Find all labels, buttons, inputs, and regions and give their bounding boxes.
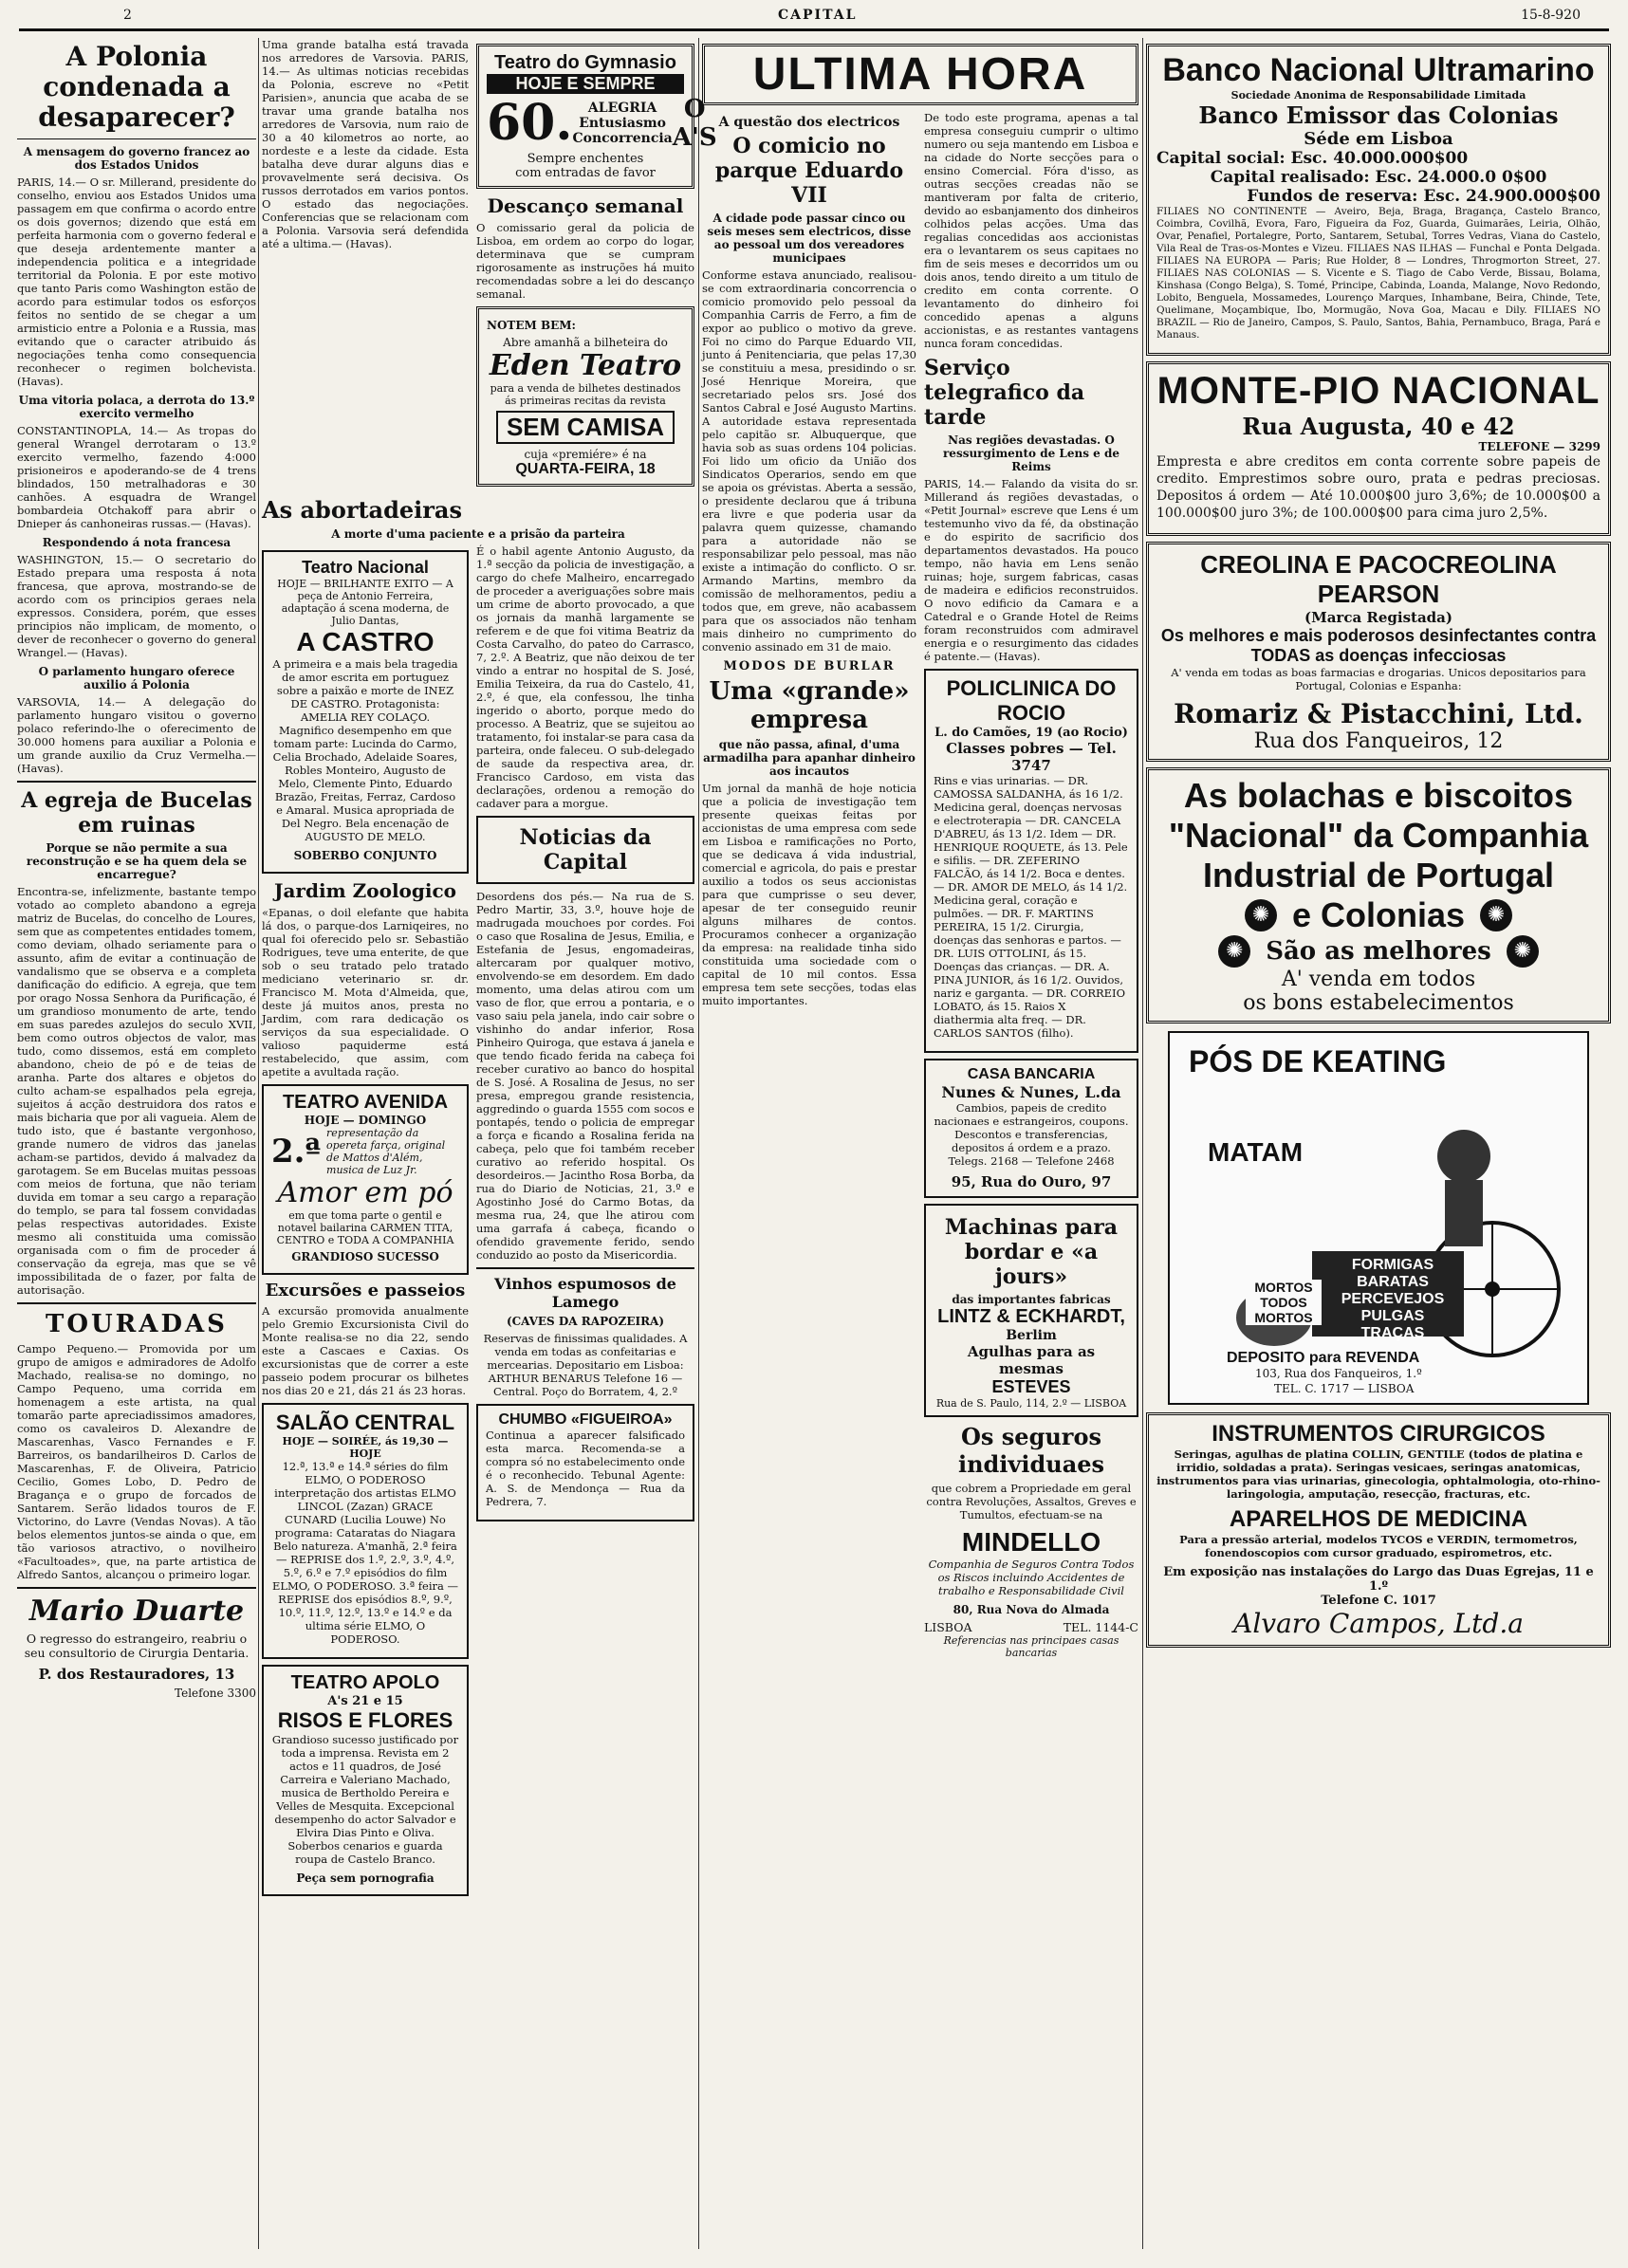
paper-name: CAPITAL <box>778 8 858 23</box>
ad-play: RISOS E FLORES <box>277 1708 453 1732</box>
ad-text: Rins e vias urinarias. — DR. CAMOSSA SALDANHA, ás 16 1/2. Medicina geral, doenças nervosas e electroterapia — DR. CANCELA D'ABREU, ás 13 1/2. Idem — DR. HENRIQUE ROQUETE, ás 13. Pele e sifilis. — DR. ZEFERINO FALCÃO, ás 14 1/2. Boca e dentes. — DR. AMOR DE MELO, ás 14 1/2. Medicina geral, coração e pulmões. — DR. F. MARTINS PEREIRA, 15 1/2. Cirurgia, doenças das senhoras e partos. — DR. LUIS OTTOLINI, ás 15. Doenças das crianças. — DR. A. PINA JUNIOR, ás 16 1/2. Ouvidos, nariz e garganta. — DR. CORREIO LOBATO, ás 15. Raios X diathermia alta freq. — DR. CARLOS SANTOS (filho). <box>934 774 1128 1040</box>
ad-teatro-avenida <box>262 1084 469 1275</box>
ad-line: Berlim <box>1006 1328 1057 1343</box>
ad-play: A CASTRO <box>296 627 435 656</box>
ad-vinhos-title: Vinhos espumosos de Lamego <box>494 1275 676 1311</box>
ad-foot: Sempre enchentes <box>527 152 644 166</box>
ad-salao-central <box>262 1403 469 1659</box>
ad-line: representação da opereta farça, original de Mattos d'Além, musica de Luz Jr. <box>326 1127 446 1176</box>
column-rule <box>1142 38 1143 2249</box>
subhead: A cidade pode passar cinco ou seis meses sem electricos, disse ao pessoal um dos vereadores municipaes <box>707 212 912 265</box>
ad-line: MORTOS TODOS MORTOS <box>1246 1280 1322 1325</box>
ad-address: Rua dos Fanqueiros, 12 <box>1253 729 1504 753</box>
article-text: É o habil agente Antonio Augusto, da 1.ª secção da policia de investigação, a cargo do chefe Malheiro, encarregado de proceder a averiguações sobre mais um crime de aborto provocado, a que os jornais da manhã largamente se referem e de que foi vitima Beatriz da Costa Carvalho, do pateo do Carrasco, 7, 2.º. A Beatriz, que não deixou de ter vindo a entrar no hospital de S. José, Emilia Teixeira, da rua do Castelo, 41, 2.º, é que, ela confessou, lhe tinha ingerido o aborto, porque medo do processo. A Beatriz, que se sujeitou ao tratamento, foi instalar-se para casa da parteira, onde faleceu. O sub-delegado de saude da respectiva area, dr. Francisco Cardoso, em vista das declarações, ordenou a remoção do cadaver para a morgue. <box>476 544 694 810</box>
ad-casa-bancaria <box>924 1059 1138 1198</box>
column-4 <box>1146 38 1611 2249</box>
ad-policlinica <box>924 669 1138 1053</box>
ad-telephone: TEL. C. 1717 — LISBOA <box>1274 1382 1415 1395</box>
ad-eden-teatro <box>476 306 694 487</box>
ad-letter: A'S <box>672 122 717 152</box>
ad-chumbo <box>476 1404 694 1521</box>
column-2 <box>262 38 717 2249</box>
ad-letter: O <box>683 94 706 123</box>
ad-address: Rua de S. Paulo, 114, 2.º — LISBOA <box>935 1397 1127 1410</box>
ad-monte-pio <box>1146 361 1611 536</box>
article-text: «Epanas, o doil elefante que habita lá dos, o parque-dos Larniqeires, no qual foi oferecido pelo sr. Sebastião Rodrigues, teve uma enterite, de que sob o seu tratado pelo tratado mediciano veterinario sr. dr. Francisco M. Mota d'Almeida, que, deste já muitos anos, presta no Jardim, com rara dedicação os serviços da sua especialidade. O valioso paquiderme está restabelecido, que assim, com apetite a avultada ração. <box>262 906 469 1079</box>
ad-title: PÓS DE KEATING <box>1189 1044 1447 1079</box>
ad-address: 80, Rua Nova do Almada <box>953 1603 1110 1616</box>
ad-foot: Peça sem pornografia <box>296 1872 435 1885</box>
ad-line: Em exposição nas instalações do Largo das Duas Egrejas, 11 e 1.º <box>1163 1565 1594 1594</box>
ad-line: HOJE — BRILHANTE EXITO — A peça de Antonio Ferreira, adaptação á scena moderna, de Julio Dantas, <box>277 578 453 627</box>
ad-telephone: TELEFONE — 3299 <box>1478 440 1600 453</box>
article-title-excursoes: Excursões e passeios <box>265 1281 466 1300</box>
ad-teatro-nacional <box>262 550 469 874</box>
ad-instrumentos <box>1146 1412 1611 1648</box>
ad-line: A's 21 e 15 <box>327 1694 403 1708</box>
subhead: que não passa, afinal, d'uma armadilha para apanhar dinheiro aos incautos <box>703 738 916 778</box>
ad-seat: Séde em Lisboa <box>1304 129 1453 149</box>
subhead: Porque se não permite a sua reconstrução e se ha quem dela se encarregue? <box>26 841 248 881</box>
ad-mario-duarte-title: Mario Duarte <box>28 1595 245 1628</box>
article-title-polonia: A Polonia condenada a desaparecer? <box>38 41 235 133</box>
ad-text: A' venda em todas as boas farmacias e drogarias. Unicos depositarios para Portugal, Colonias e Espanha: <box>1171 666 1586 692</box>
page-header <box>19 8 1609 31</box>
ad-line: e Colonias <box>1291 895 1466 934</box>
article-title-empresa: Uma «grande» empresa <box>709 677 910 734</box>
section-noticias <box>476 816 694 884</box>
ad-line: cuja «premiére» é na <box>524 448 647 461</box>
ad-note: NOTEM BEM: <box>487 319 576 332</box>
article-text: A excursão promovida anualmente pelo Gremio Excursionista Civil do Monte realisa-se no dia 22, sendo este a Cascaes e Caxias. Os excursionistas que de correr a este passeio podem procurar os bilhetes nos dias 20 e 21, dás 21 ás 23 horas. <box>262 1304 469 1397</box>
ad-sub: (Marca Registada) <box>1304 609 1452 626</box>
ad-title: Teatro Nacional <box>302 558 429 577</box>
ad-title: SALÃO CENTRAL <box>275 1411 455 1434</box>
ad-seguros-title: Os seguros individuaes <box>957 1423 1105 1478</box>
ad-brand: LINTZ & ECKHARDT, <box>937 1306 1125 1327</box>
ad-line: As bolachas e biscoitos <box>1183 776 1574 815</box>
ad-line: Agulhas para as mesmas <box>967 1343 1096 1377</box>
ad-title: MONTE-PIO NACIONAL <box>1156 370 1600 412</box>
ad-name: MINDELLO <box>961 1527 1101 1557</box>
ad-title: CHUMBO «FIGUEIROA» <box>498 1411 673 1428</box>
ad-text: FILIAES NO CONTINENTE — Aveiro, Beja, Braga, Bragança, Castelo Branco, Coimbra, Covilhã, Evora, Faro, Figueira da Foz, Guarda, Guimarães, Leiria, Olhão, Ovar, Penafiel, Portalegre, Porto, Santarem, Setubal, Torres Vedras, Viana do Castelo, Vila Real de Tras-os-Montes e Vizeu. FILIAES NAS ILHAS — Funchal e Ponta Delgada. FILIAES NA EUROPA — Paris; Rue Holder, 8 — Londres, Throgmorton Street, 27. FILIAES NAS COLONIAS — S. Vicente e S. Tiago de Cabo Verde, Bissau, Bolama, Kinshasa (Congo Belga), S. Tomé, Principe, Cabinda, Loanda, Malange, Novo Redondo, Lobito, Benguela, Mossamedes, Lourenço Marques, Inhambane, Beira, Chinde, Tete, Quelimane, Moçambique, Ibo, Mormugão, Nova Goa, Macau e Dily. FILIAES NO BRAZIL — Rio de Janeiro, Campos, S. Paulo, Santos, Bahia, Pernambuco, Braga, Pará e Manaus. <box>1156 206 1600 341</box>
ad-address: Rua Augusta, 40 e 42 <box>1242 413 1515 440</box>
column-3 <box>702 38 1138 2249</box>
ad-date: QUARTA-FEIRA, 18 <box>515 461 656 477</box>
ad-text: Seringas, agulhas de platina COLLIN, GENTILE (todos de platina e irridio, soldadas a prata). Seringas vesicaes, seringas anatomicas, instrumentos para vias urinarias, ginecologia, ophtalmologia, oto-rhino-laringologia, amputação, resecção, fracturas, etc. <box>1156 1447 1600 1501</box>
ad-line: Concorrencia <box>572 130 673 146</box>
article-text: WASHINGTON, 15.— O secretario do Estado prepara uma resposta á nota francesa, que aprova, mostrando-se de acordo com os principios geraes nela expressos. Considera, porém, que esses principios não implicam, de momento, o dever de reconhecer o governo do general Wrangel.— (Havas). <box>17 553 256 659</box>
ad-foot: com entradas de favor <box>515 166 656 180</box>
ad-address: 103, Rua dos Fanqueiros, 1.º <box>1255 1367 1422 1380</box>
ad-title: Machinas para bordar e «a jours» <box>944 1215 1119 1289</box>
swirl-icon: ✺ <box>1507 935 1539 968</box>
ad-address: P. dos Restauradores, 13 <box>38 1666 235 1683</box>
ad-foot: GRANDIOSO SUCESSO <box>291 1250 439 1263</box>
ad-line: A' venda em todos <box>1281 968 1476 991</box>
ad-text: A primeira e a mais bela tragedia de amor escrita em portuguez sobre a paixão e morte de INEZ DE CASTRO. Protagonista: AMELIA REY COLAÇO. Magnifico desempenho em que tomam parte: Lucinda do Carmo, Celia Brochado, Adelaide Soares, Robles Monteiro, Augusto de Melo, Clemente Pinto, Eduardo Brazão, Freitas, Ferraz, Cardoso e Amaral. Musica apropriada de Del Negro. Bela encenação de AUGUSTO DE MELO. <box>272 657 458 843</box>
ad-line: Industrial de Portugal <box>1202 856 1555 894</box>
ad-title: INSTRUMENTOS CIRURGICOS <box>1212 1421 1545 1447</box>
article-text: Encontra-se, infelizmente, bastante tempo votado ao completo abandono a egreja matriz de Bucelas, do concelho de Loures, sem que as competentes entidades tomem, como deviam, olhado seriamente para o assunto, afim de evitar a continuação de vandalismo que se observa e a completa danificação do edificio. A egreja, que tem por orago Nossa Senhora da Purificação, é um grandioso monumento de arte, tendo em suas paredes azulejos do seculo XVII, bem como outros objectos de valor, mas tudo, como dissemos, está em completo abandono, cheio de pó e de teias de aranha. Parte dos altares e objetos do culto acham-se espalhados pela egreja, sujeitos á acção destruidora dos ratos e mais bicharia que por ali vagueia. Alem de tudo isto, que é bastante vergonhoso, grande numero de vidros das janelas acham-se partidos, devido á malvadez da garotagem. Se em Bucelas muitas pessoas com meios de fortuna, que não teriam duvida em tomar a seu cargo a reparação do templo, se para tal fossem convidadas pelas respectivas autoridades. Existe mesmo ali constituida uma comissão organisada com o fim de proceder á conservação da egreja, mas que se vê impossibilitada de o fazer, por falta de autorisação. <box>17 885 256 1297</box>
ad-play: Amor em pó <box>277 1176 453 1209</box>
ad-line: São as melhores <box>1266 937 1491 966</box>
ad-capital: Fundos de reserva: Esc. 24.900.000$00 <box>1247 187 1600 206</box>
ad-text: Reservas de finissimas qualidades. A venda em todas as confeitarias e mercearias. Depositario em Lisboa: ARTHUR BENARUS Telefone 16 — Central. Poço do Borratem, 4, 2.º <box>483 1332 688 1398</box>
subhead: Respondendo á nota francesa <box>42 536 231 549</box>
ad-title: TEATRO APOLO <box>290 1672 440 1693</box>
ad-title: TEATRO AVENIDA <box>282 1092 449 1113</box>
ad-text: Cambios, papeis de credito nacionaes e estrangeiros, coupons. Descontos e transferencias, depositos á ordem e a prazo. Telegs. 2168 — Telefone 2468 <box>934 1101 1129 1168</box>
article-text: PARIS, 14.— Falando da visita do sr. Millerand ás regiões devastadas, o «Petit Journal» escreve que Lens é um testemunho vivo da fé, da obstinação e do espirito de sacrificio dos departamentos devastados. Ha pouco tempo, não havia em Lens senão ruinas; hoje, surgem fabricas, casas de madeira e edificios reconstruidos. O novo edificio da Camara e a Catedral e o Grande Hotel de Reims foram reconstruidos com admiravel energia e o resurgimento das cidades é patente.— (Havas). <box>924 477 1138 663</box>
ad-line: FORMIGAS BARATAS PERCEVEJOS PULGAS TRAÇAS <box>1341 1257 1445 1341</box>
ad-address: 95, Rua do Ouro, 97 <box>951 1173 1112 1190</box>
ad-number: 2.ª <box>271 1133 322 1171</box>
article-text: Campo Pequeno.— Promovida por um grupo de amigos e admiradores de Adolfo Machado, realisa-se no domingo, no Campo Pequeno, uma corrida em homenagem a este artista, na qual tomarão parte apreciadissimos amadores, como os cavaleiros D. Alexandre de Mascarenhas, Vasco Fernandes e F. Barreiros, os bandarilheiros D. Carlos de Mascarenhas, F. de Oliveira, Patricio Cecilio, Gomes Lobo, D. Pedro de Bragança e o grupo de forcados de Santarem. Serão lidados touros de F. Victorino, do Lavre (Vendas Novas). A tão belos elementos juntos-se ainda o que, em tão variosos atractivo, o novilheiro «Facultoades», que, na parte artistica de Alfredo Santos, alcançou o primeiro logar. <box>17 1342 256 1581</box>
article-title-servico: Serviço telegrafico da tarde <box>924 356 1085 430</box>
article-text: Desordens dos pés.— Na rua de S. Pedro Martir, 33, 3.º, houve hoje de madrugada mouchoes por cordes. Foi o caso que Rosalina de Jesus, Emilia, e Estefania de Jesus, engomadeiras, altercaram por qualquer motivo, envolvendo-se em desordem. Em dado momento, uma delas atirou com um vaso de flor, que errou a pontaria, e o vaso saiu pela janela, indo cair sobre o vishinho do andar inferior, Rosa Pinheiro Quiroga, que estava á janela e que tendo ficado ferida na cabeça foi receber curativo ao banco do hospital de S. José. A Rosalina de Jesus, no ser presa, empregou grande resistencia, aggredindo o guarda 1555 com socos e pontapés, tendo o policia de empregar a força e ficando a Rosalina ferida na cabeça, pelo que foi também receber curativo ao referido hospital. Os desordeiros.— Jacintho Rosa Borba, da rua do Diario de Noticias, 21, 3.º e Agostinho José do Carmo Botas, da mesma rua, 24, que lhe atirou com uma garrafa á cabeça, ficando o ofendido gravemente ferido, sendo conduzido ao posto da Misericordia. <box>476 890 694 1262</box>
ad-title: POLICLINICA DO ROCIO <box>946 676 1117 725</box>
article-title-abortadeiras: As abortadeiras <box>262 496 462 524</box>
ad-creolina <box>1146 542 1611 762</box>
ad-name: Nunes & Nunes, L.da <box>941 1083 1121 1101</box>
ad-gymnasio <box>476 44 717 189</box>
article-text: VARSOVIA, 14.— A delegação do parlamento hungaro visitou o governo polaco referindo-lhe o oferecimento de 30.000 homens para auxiliar a Polonia e um grande auxilio da Cruz Vermelha.— (Havas). <box>17 695 256 775</box>
article-title-jardim: Jardim Zoologico <box>274 879 456 902</box>
page-date: 15-8-920 <box>1521 8 1581 23</box>
ad-firm: Alvaro Campos, Ltd.a <box>1233 1608 1524 1639</box>
section-title: Noticias da Capital <box>519 825 652 875</box>
ad-line: L. do Camões, 19 (ao Rocio) <box>934 726 1128 740</box>
ad-capital: Capital social: Esc. 40.000.000$00 <box>1156 149 1469 168</box>
ad-line: para a venda de bilhetes destinados ás primeiras recitas da revista <box>490 382 681 407</box>
article-title-touradas: TOURADAS <box>46 1310 228 1338</box>
ad-text: O regresso do estrangeiro, reabriu o seu consultorio de Cirurgia Dentaria. <box>24 1632 250 1660</box>
ad-sub: (CAVES DA RAPOZEIRA) <box>506 1315 665 1328</box>
ad-dealer: ESTEVES <box>991 1377 1071 1396</box>
subhead: A questão dos electricos <box>718 115 900 130</box>
ad-capital: Capital realisado: Esc. 24.000.0 0$00 <box>1210 168 1547 187</box>
ad-telephone: TEL. 1144-C <box>1063 1620 1138 1634</box>
ad-keating <box>1168 1031 1589 1405</box>
subhead: A mensagem do governo francez ao dos Estados Unidos <box>23 145 250 172</box>
article-text-batalha: Uma grande batalha está travada nos arredores de Varsovia. PARIS, 14.— As ultimas noticias recebidas da Polonia, escreve no «Petit Parisien», anuncia que acaba de se travar uma grande batalha nos arredores de Varsovia, num raio de 30 a 40 kilometros ao norte, ao nordeste e a leste da cidade. Esta batalha deve durar alguns dias e provavelmente será decisiva. Os russos derrotados em varios pontos. O estado das negociações. Conferencias que se relacionam com a Polonia. Varsovia será defendida até a ultima.— (Havas). <box>262 38 469 250</box>
article-text: Conforme estava anunciado, realisou-se com extraordinaria concorrencia o comicio promovido pelo pessoal da Companhia Carris de Ferro, a fim de expor ao publico o motivo da greve. Foi no cimo do Parque Eduardo VII, junto á Penitenciaria, que pelas 17,30 se constituiu a mesa, presidindo o sr. José Henrique Moreira, que secretariado pelos srs. José dos Santos Cabral e José Augusto Martins. A autoridade estava representada pelo capitão sr. Albuquerque, que havia sob as suas ordens 104 policias. Foi lido um oficio da União dos Sindicatos Operarios, sendo em que se apoia os grévistas. Aberta a sessão, o presidente declarou que á tribuna era livre e que poderia usar da palavra quem quizesse, chamando para a autoridade não se responsabilizar pelo pessoal, mas não existe a intimação do conflicto. O sr. Armando Martins, membro da comissão de melhoramentos, pediu a todos que, em greve, não acabassem para que os associados não tenham mais dinheiro no cumprimento do convenio assinado em 31 de maio. <box>702 268 916 654</box>
keating-illustration <box>1170 1033 1587 1403</box>
ad-firm: Romariz & Pistacchini, Ltd. <box>1174 698 1583 729</box>
ad-title: CREOLINA E PACOCREOLINA PEARSON <box>1200 550 1557 608</box>
article-text: O comissario geral da policia de Lisboa, em ordem ao corpo do logar, determinava que se cumpram rigorosamente as instruções há muito recomendadas sobre a lei do descanço semanal. <box>476 221 694 301</box>
ad-line: HOJE — DOMINGO <box>304 1114 427 1127</box>
ad-sub: HOJE E SEMPRE <box>487 74 684 94</box>
ad-line: das importantes fabricas <box>952 1293 1111 1306</box>
masthead-ultima-hora <box>702 44 1138 105</box>
ad-text: Empresta e abre creditos em conta corrente sobre papeis de credito. Emprestimos sobre ouro, prata e pedras preciosas. Depositos á ordem — Até 10.000$00 juro 3,6%; de 10.000$00 a 100.000$00 juro 3%; de 100.000$00 para cima juro 2,5%. <box>1156 454 1600 521</box>
subhead: Uma vitoria polaca, a derrota do 13.º exercito vermelho <box>18 394 255 420</box>
ad-text: que cobrem a Propriedade em geral contra Revoluções, Assaltos, Greves e Tumultos, efectuam-se na <box>926 1482 1137 1521</box>
ad-line: MATAM <box>1208 1137 1304 1167</box>
article-text: PARIS, 14.— O sr. Millerand, presidente do conselho, enviou aos Estados Unidos uma passagem em que confirma o acordo entre os dois governos; dizendo que está em perfeita harmonia com o governo federal e que deseja ardentemente manter a independencia politica e a integridade territorial da Polonia. E por este motivo que tanto Paris como Washington estão de acordo para estimular todos os esforços feitos no sentido de se chegar a um armisticio entre a Polonia e a Russia, mas evitando que o caracter atribuido ás negociações tenha como consequencia reconhecer o regimen bolchevista. (Havas). <box>17 175 256 388</box>
ad-line: Abre amanhã a bilheteira do <box>503 336 668 349</box>
column-rule <box>258 38 259 2249</box>
ad-city: LISBOA <box>924 1620 972 1634</box>
ad-line: "Nacional" da Companhia <box>1168 816 1589 855</box>
ad-line: os bons estabelecimentos <box>1243 991 1514 1015</box>
ad-text: Para a pressão arterial, modelos TYCOS e VERDIN, termometros, fonendoscopios com cursor graduado, espirometros, etc. <box>1179 1533 1578 1559</box>
ad-show: SEM CAMISA <box>496 411 675 444</box>
ad-foot: Referencias nas principaes casas bancarias <box>943 1634 1119 1659</box>
subhead: A morte d'uma paciente e a prisão da parteira <box>331 527 625 541</box>
ad-title2: Banco Emissor das Colonias <box>1198 101 1559 129</box>
masthead-title: ULTIMA HORA <box>752 49 1088 100</box>
article-text: Um jornal da manhã de hoje noticia que a policia de investigação tem presente queixas feitas por accionistas de uma empresa com sede em Lisboa e ramificações no Porto, que se dedicava á vida industrial, comercial e agricola, do pais e prestar auxilio a todos os seus accionistas para que cumprisse o seu dever, apesar de ter conseguido reunir alguns milhares de contos. Procuramos conhecer a organização da empresa: na realidade tinha sido constituida uma sociedade com o capital de 10 mil contos. Essa empresa tem sete secções, todas elas muito importantes. <box>702 782 916 1007</box>
article-title-bucelas: A egreja de Bucelas em ruinas <box>21 788 252 838</box>
swirl-icon: ✺ <box>1245 899 1277 931</box>
subhead: O parlamento hungaro oferece auxilio á Polonia <box>38 665 235 691</box>
ad-text: 12.ª, 13.ª e 14.ª séries do film ELMO, O PODEROSO interpretação dos artistas ELMO LINCOL (Zazan) GRACE CUNARD (Lucilia Louwe) No programa: Cataratas do Niagara Belo natureza. A'manhã, 2.ª feira — REPRISE dos 1.º, 2.º, 3.º, 4.º, 5.º, 6.º e 7.º episódios do film ELMO, O PODEROSO. 3.ª feira — REPRISE dos episódios 8.º, 9.º, 10.º, 11.º, 12.º, 13.º e 14.º e da ultima série ELMO, O PODEROSO. <box>271 1460 459 1646</box>
page-number: 2 <box>123 8 132 23</box>
ad-title2: APARELHOS DE MEDICINA <box>1229 1506 1528 1532</box>
ad-bolachas <box>1146 767 1611 1023</box>
ad-line: ALEGRIA <box>587 100 657 116</box>
ad-teatro-apolo <box>262 1665 469 1896</box>
ad-line: DEPOSITO para REVENDA <box>1227 1350 1420 1366</box>
column-1 <box>17 38 256 2249</box>
ad-machinas <box>924 1204 1138 1417</box>
ad-number: 60. <box>487 94 573 152</box>
ad-text: Grandioso sucesso justificado por toda a imprensa. Revista em 2 actos e 11 quadros, de José Carreira e Valeriano Machado, musica de Bertholdo Pereira e Velles de Mesquita. Excepcional desempenho do actor Salvador e Elvira Dias Pinto e Oliva. Soberbos cenarios e guarda roupa de Castelo Branco. <box>271 1733 459 1866</box>
ad-telephone: Telefone 3300 <box>175 1687 256 1700</box>
column-rule <box>698 38 699 2249</box>
ad-text: Continua a aparecer falsificado esta marca. Recomenda-se a compra só no estabelecimento onde é o reconhecido. Tebunal Agente: A. S. de Mendonça — Rua da Pedrera, 7. <box>486 1429 685 1508</box>
article-text: CONSTANTINOPLA, 14.— As tropas do general Wrangel derrotaram o 13.º exercito vermelho, fazendo 4:000 prisioneiros e apoderando-se de 4 trens blindados, 150 metralhadoras e 30 canhões. A esquadra de Wrangel bombardeia Otchakoff para abrir o Dnieper ás canhoneiras russas.— (Havas). <box>17 424 256 530</box>
article-text: De todo este programa, apenas a tal empresa conseguiu cumprir o ultimo numero ou seja mantendo em Lisboa e na cidade do Norte secções para o ensino Comercial. Fóra d'isso, as outras secções creadas não se mantiveram por falta de criterio, devido ao esbanjamento dos dinheiros colhidos pelas acções. Uma das regalias concedidas aos accionistas era o levantarem os seus capitaes no fim de seis meses e decorridos um ou dois anos, tendo direito a um titulo de credito em conta corrente. O levantamento do dinheiro foi concedido apenas a alguns accionistas, e as restantes vantagens nunca foram concedidas. <box>924 111 1138 350</box>
ad-telephone: Telefone C. 1017 <box>1321 1594 1436 1608</box>
ad-title: Banco Nacional Ultramarino <box>1162 52 1595 88</box>
ad-head: Os melhores e mais poderosos desinfectantes contra TODAS as doenças infecciosas <box>1160 626 1597 665</box>
ad-foot: SOBERBO CONJUNTO <box>293 849 437 862</box>
article-title-comicio: O comicio no parque Eduardo VII <box>714 134 904 208</box>
ad-banco-ultramarino <box>1146 44 1611 356</box>
ad-text: Companhia de Seguros Contra Todos os Riscos incluindo Accidentes de trabalho e Responsabilidade Civil <box>928 1558 1135 1597</box>
swirl-icon: ✺ <box>1480 899 1512 931</box>
section-modos: MODOS DE BURLAR <box>723 659 896 673</box>
article-title-descanco: Descanço semanal <box>487 194 684 217</box>
ad-sub: Sociedade Anonima de Responsabilidade Limitada <box>1230 89 1526 101</box>
subhead: Nas regiões devastadas. O ressurgimento de Lens e de Reims <box>942 433 1120 473</box>
ad-line: HOJE — SOIRÉE, ás 19,30 — HOJE <box>282 1435 449 1460</box>
ad-title: Eden Teatro <box>489 349 682 382</box>
swirl-icon: ✺ <box>1218 935 1250 968</box>
ad-title: Teatro do Gymnasio <box>494 52 676 73</box>
ad-line: em que toma parte o gentil e notavel bailarina CARMEN TITA, CENTRO e TODA A COMPANHIA <box>276 1209 454 1246</box>
ad-line: Entusiasmo <box>579 115 667 131</box>
ad-title: CASA BANCARIA <box>967 1066 1096 1082</box>
ad-line: Classes pobres — Tel. 3747 <box>946 740 1117 774</box>
